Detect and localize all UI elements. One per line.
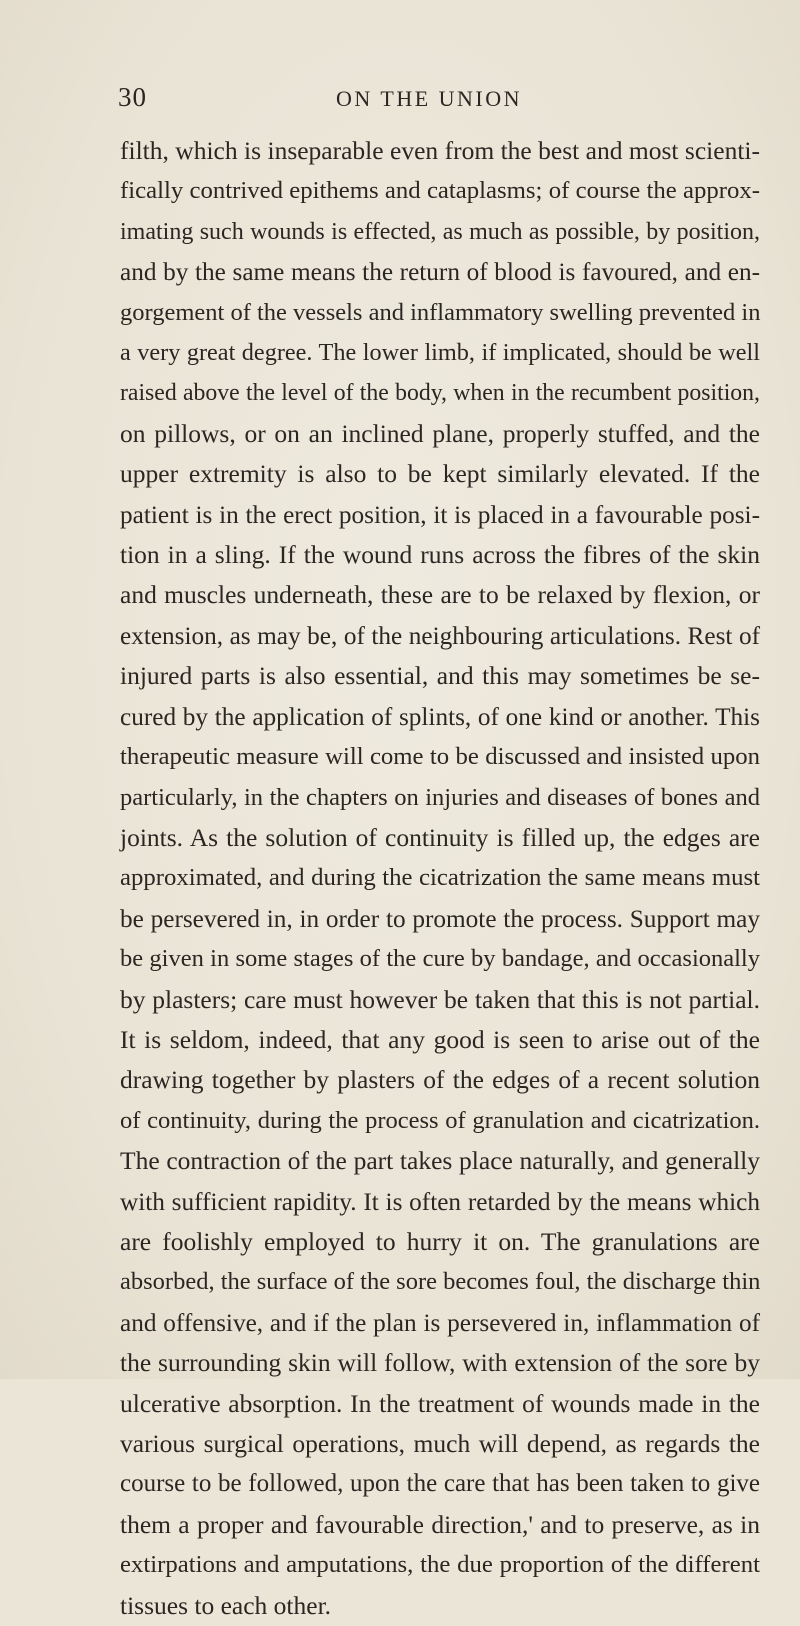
text-line: a very great degree. The lower limb, if implicated, should be well (120, 339, 760, 367)
text-line: of continuity, during the process of granulation and cicatrization. (120, 1106, 760, 1134)
text-line: with sufficient rapidity. It is often retarded by the means which (120, 1187, 760, 1216)
text-line: cured by the application of splints, of one kind or another. This (120, 702, 760, 731)
running-head: ON THE UNION (336, 86, 523, 111)
text-line: patient is in the erect position, it is placed in a favourable posi- (120, 500, 760, 529)
text-line: absorbed, the surface of the sore becomes foul, the discharge thin (120, 1268, 761, 1296)
text-line: injured parts is also essential, and this may sometimes be se- (120, 661, 760, 691)
text-line: drawing together by plasters of the edges of a recent solution (120, 1065, 760, 1095)
text-line: and by the same means the return of blood is favoured, and en- (120, 258, 760, 287)
text-line: extirpations and amputations, the due proportion of the different (120, 1551, 760, 1579)
body-paragraph (120, 131, 760, 1626)
text-line: approximated, and during the cicatrization the same means must (120, 864, 760, 892)
text-line: joints. As the solution of continuity is filled up, the edges are (120, 822, 760, 852)
page-header (118, 82, 758, 118)
text-line: be persevered in, in order to promote the process. Support may (120, 904, 760, 933)
text-line: raised above the level of the body, when in the recumbent position, (120, 380, 760, 407)
text-line: It is seldom, indeed, that any good is seen to arise out of the (120, 1024, 760, 1054)
text-line: filth, which is inseparable even from the best and most scienti- (120, 136, 760, 165)
text-line: and muscles underneath, these are to be relaxed by flexion, or (120, 580, 760, 610)
text-line: course to be followed, upon the care that has been taken to give (120, 1470, 760, 1498)
text-line: therapeutic measure will come to be discussed and insisted upon (120, 743, 760, 771)
text-line: fically contrived epithems and cataplasms; of course the approx- (120, 177, 760, 205)
text-line: particularly, in the chapters on injuries and diseases of bones and (120, 783, 760, 811)
text-line: are foolishly employed to hurry it on. The granulations are (120, 1226, 760, 1256)
text-line: and offensive, and if the plan is persevered in, inflammation of (120, 1308, 760, 1337)
text-line: imating such wounds is effected, as much as possible, by position, (120, 218, 760, 245)
text-line: them a proper and favourable direction,' and to preserve, as in (120, 1509, 760, 1539)
text-line: gorgement of the vessels and inflammatory swelling prevented in (120, 298, 761, 326)
page-number: 30 (118, 82, 147, 112)
text-line: be given in some stages of the cure by bandage, and occasionally (120, 945, 760, 973)
text-line: upper extremity is also to be kept similarly elevated. If the (120, 459, 760, 489)
text-line: on pillows, or on an inclined plane, properly stuffed, and the (120, 418, 760, 448)
text-line: various surgical operations, much will depend, as regards the (120, 1429, 760, 1458)
text-line: The contraction of the part takes place naturally, and generally (120, 1146, 760, 1176)
text-line: ulcerative absorption. In the treatment of wounds made in the (120, 1388, 760, 1418)
text-line: tion in a sling. If the wound runs across the fibres of the skin (120, 540, 760, 570)
text-line-last: tissues to each other. (120, 1590, 332, 1620)
text-line: the surrounding skin will follow, with extension of the sore by (120, 1348, 760, 1378)
text-line: by plasters; care must however be taken that this is not partial. (120, 984, 760, 1014)
text-line: extension, as may be, of the neighbouring articulations. Rest of (120, 621, 760, 650)
